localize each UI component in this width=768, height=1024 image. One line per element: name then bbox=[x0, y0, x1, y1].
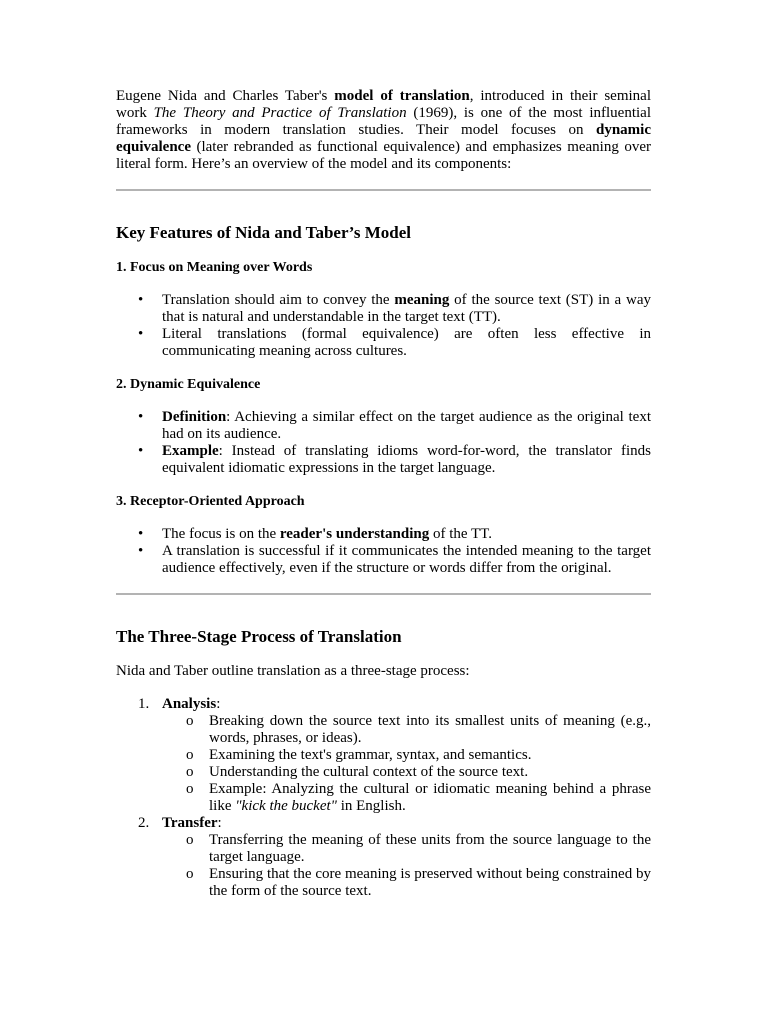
stage-label: Transfer bbox=[162, 815, 218, 831]
list-item: • The focus is on the reader's understanding of the TT. bbox=[116, 526, 651, 543]
sub-item: o Breaking down the source text into its smallest units of meaning (e.g., words, phrases, or ideas). bbox=[116, 713, 651, 747]
bullet-list bbox=[116, 409, 651, 477]
stage-item: 1. Analysis: o Breaking down the source text into its smallest units of meaning (e.g., words, phrases, or ideas). o Examining the text's grammar, syntax, and semantics. o Understanding the cultural context of the source text. o Example: Analyzing the cultural or idiomatic meaning behind a phrase like "kick the bucket" in English. bbox=[116, 696, 651, 815]
stage-number: 2. bbox=[138, 815, 150, 831]
intro-text: (1969), is one of the most influential frameworks in modern translation studies. Their model focuses on bbox=[116, 105, 651, 138]
section-divider bbox=[116, 189, 651, 191]
sub-list bbox=[116, 713, 651, 815]
sub-item: o Understanding the cultural context of the source text. bbox=[116, 764, 651, 781]
list-item: • Example: Instead of translating idioms word-for-word, the translator finds equivalent idiomatic expressions in the target language. bbox=[116, 443, 651, 477]
intro-bold-term: dynamic equivalence bbox=[116, 122, 651, 155]
list-item: • Translation should aim to convey the meaning of the source text (ST) in a way that is natural and understandable in the target text (TT). bbox=[116, 292, 651, 326]
sub-item: o Ensuring that the core meaning is preserved without being constrained by the form of the source text. bbox=[116, 866, 651, 900]
subsection-heading: 2. Dynamic Equivalence bbox=[116, 377, 261, 392]
stage-label: Analysis bbox=[162, 696, 217, 712]
stage-number: 1. bbox=[138, 696, 150, 712]
intro-bold-term: model of translation bbox=[334, 88, 470, 104]
section-heading: Key Features of Nida and Taber’s Model bbox=[116, 223, 411, 242]
section-intro: Nida and Taber outline translation as a three-stage process: bbox=[116, 663, 470, 679]
sub-item: o Examining the text's grammar, syntax, and semantics. bbox=[116, 747, 651, 764]
intro-text: (later rebranded as functional equivalence) and emphasizes meaning over literal form. Here’s an overview of the model and its components: bbox=[116, 139, 651, 172]
book-title: The Theory and Practice of Translation bbox=[153, 105, 407, 121]
section-heading: The Three-Stage Process of Translation bbox=[116, 627, 402, 646]
bullet-list bbox=[116, 292, 651, 360]
section-divider bbox=[116, 593, 651, 595]
stage-item: 2. Transfer: o Transferring the meaning of these units from the source language to the target language. o Ensuring that the core meaning is preserved without being constrained by the form of the source text. bbox=[116, 815, 651, 900]
subsection-heading: 3. Receptor-Oriented Approach bbox=[116, 494, 305, 509]
sub-item: o Transferring the meaning of these units from the source language to the target language. bbox=[116, 832, 651, 866]
sub-item: o Example: Analyzing the cultural or idiomatic meaning behind a phrase like "kick the bucket" in English. bbox=[116, 781, 651, 815]
list-item: • Definition: Achieving a similar effect on the target audience as the original text had on its audience. bbox=[116, 409, 651, 443]
list-item: • A translation is successful if it communicates the intended meaning to the target audience effectively, even if the structure or words differ from the original. bbox=[116, 543, 651, 577]
sub-list bbox=[116, 832, 651, 900]
intro-text: , introduced in their seminal work bbox=[116, 88, 651, 121]
document-page bbox=[116, 88, 651, 900]
bullet-list bbox=[116, 526, 651, 577]
numbered-list bbox=[116, 696, 651, 900]
list-item: • Literal translations (formal equivalence) are often less effective in communicating meaning across cultures. bbox=[116, 326, 651, 360]
intro-paragraph bbox=[116, 88, 651, 173]
intro-text: Eugene Nida and Charles Taber's bbox=[116, 88, 335, 104]
subsection-heading: 1. Focus on Meaning over Words bbox=[116, 260, 313, 275]
